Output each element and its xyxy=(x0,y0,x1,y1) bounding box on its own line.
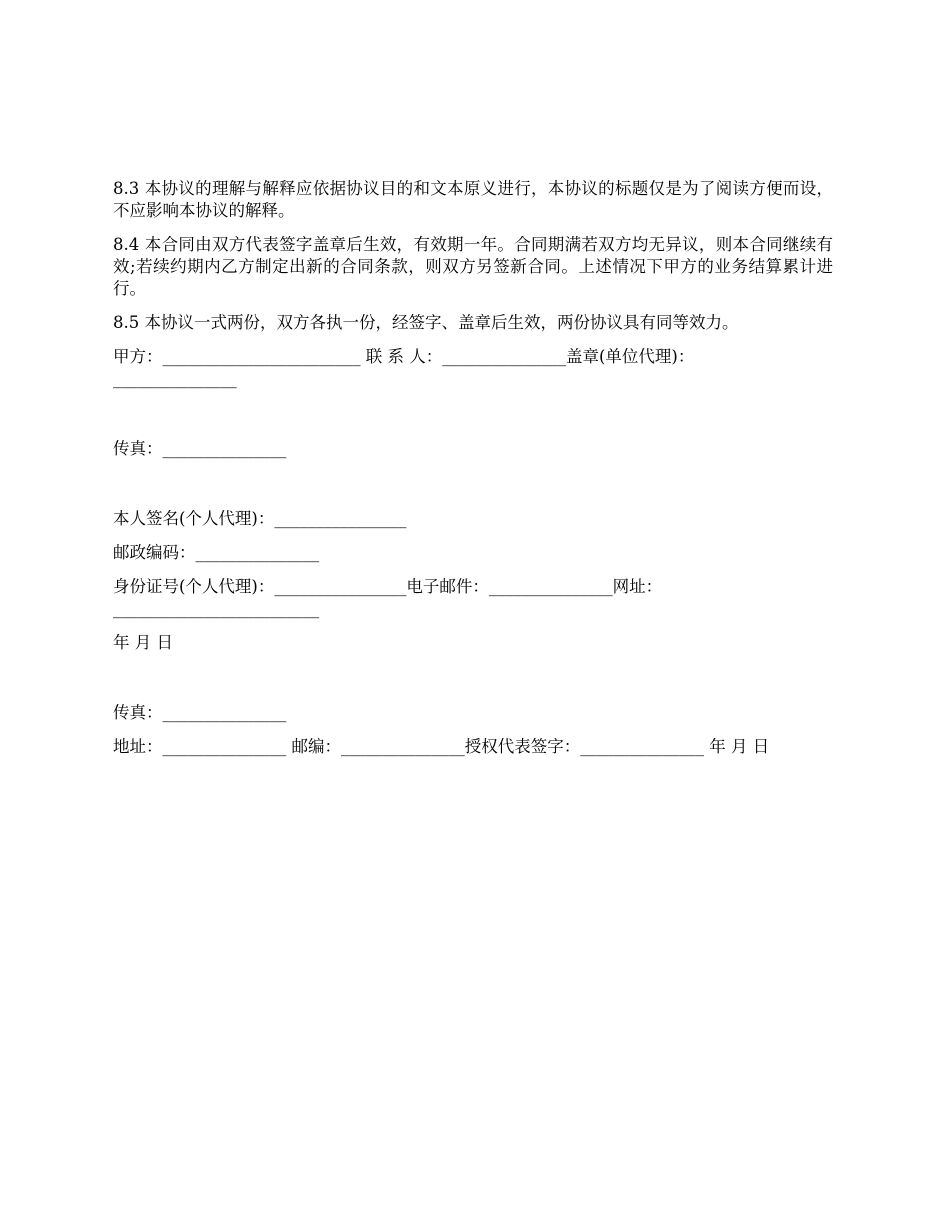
spacer xyxy=(113,390,833,438)
clause-8-3: 8.3 本协议的理解与解释应依据协议目的和文本原义进行，本协议的标题仅是为了阅读方便而设，不应影响本协议的解释。 xyxy=(113,179,833,220)
document-page xyxy=(113,178,833,758)
postal-code-line: 邮政编码：_______________ xyxy=(113,543,320,562)
party-a-contact-seal-line: 甲方：________________________ 联 系 人：_______________盖章(单位代理)： xyxy=(113,347,695,366)
clause-8-4: 8.4 本合同由双方代表签字盖章后生效，有效期一年。合同期满若双方均无异议，则本合同继续有效;若续约期内乙方制定出新的合同条款，则双方另签新合同。上述情况下甲方的业务结算累计进行。 xyxy=(113,235,833,298)
spacer xyxy=(113,620,833,632)
fax-line-1: 传真：_______________ xyxy=(113,439,287,458)
clause-8-5: 8.5 本协议一式两份，双方各执一份，经签字、盖章后生效，两份协议具有同等效力。 xyxy=(113,313,739,332)
website-blank: _________________________ xyxy=(113,599,320,618)
spacer xyxy=(113,724,833,736)
date-line-1: 年 月 日 xyxy=(113,633,173,652)
spacer xyxy=(113,530,833,542)
id-email-website-line: 身份证号(个人代理)：________________电子邮件：_______________网址： xyxy=(113,577,663,596)
personal-signature-line: 本人签名(个人代理)：________________ xyxy=(113,509,407,528)
address-postcode-signature-line: 地址：_______________ 邮编：_______________授权代表签字：_______________ 年 月 日 xyxy=(113,737,770,756)
spacer xyxy=(113,564,833,576)
spacer xyxy=(113,654,833,702)
spacer xyxy=(113,460,833,508)
fax-line-2: 传真：_______________ xyxy=(113,703,287,722)
party-a-seal-blank: _______________ xyxy=(113,369,237,388)
